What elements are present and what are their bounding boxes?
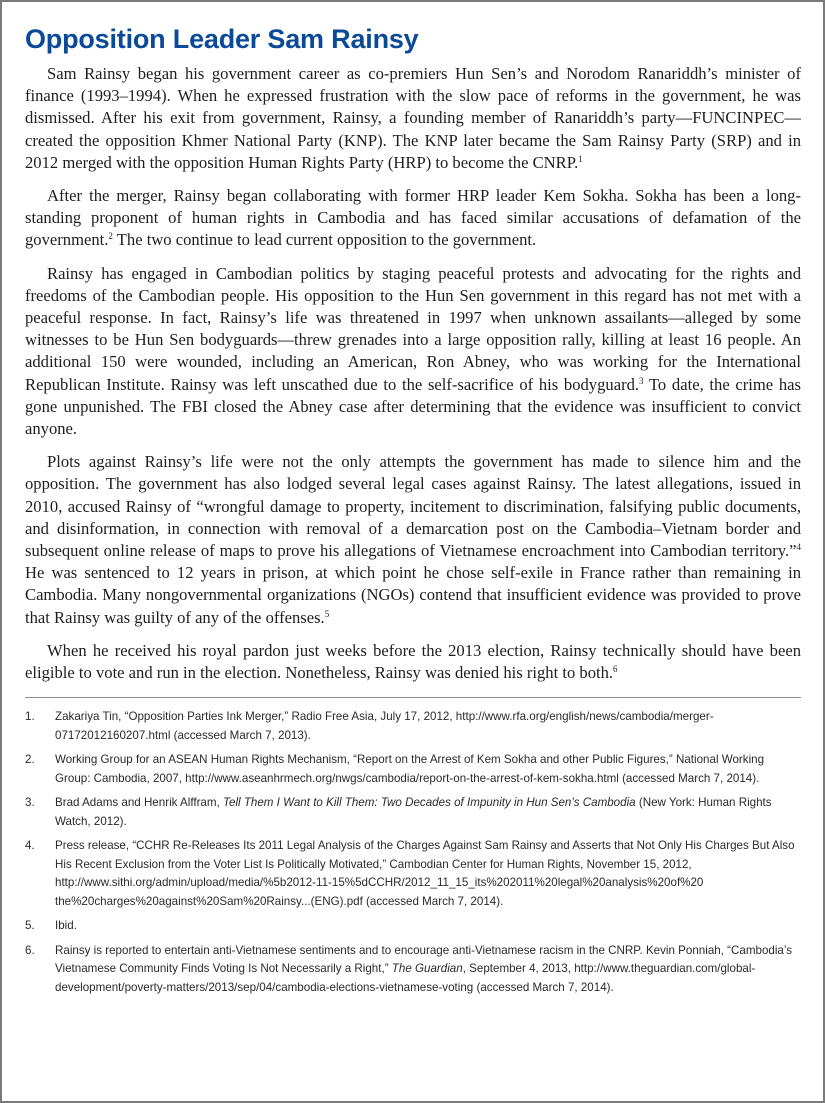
footnote-text: Press release, “CCHR Re-Releases Its 2011 Legal Analysis of the Charges Against Sam Rainsy and Asserts that Not Only His Charges But Also His Recent Exclusion from the Voter List Is Politically Motivated,” Cambodian Center for Human Rights, November 15, 2012, http://www.sithi.org/admin/upload/media/%5b2012-11-15%5dCCHR/2012_11_15_its%202011%20legal%20analysis%20of%20 the%20charges%20against%20Sam%20Rainsy...(ENG).pdf (accessed March 7, 2014). [55, 839, 795, 908]
footnote-text: Zakariya Tin, “Opposition Parties Ink Merger,” Radio Free Asia, July 17, 2012, http://www.rfa.org/english/news/cambodia/merger-07172012160207.html (accessed March 7, 2013). [55, 710, 714, 742]
footnote-2 [25, 751, 801, 788]
paragraph-text: Plots against Rainsy’s life were not the only attempts the government has made to silence him and the opposition. The government has also lodged several legal cases against Rainsy. The latest allegations, issued in 2010, accused Rainsy of “wrongful damage to property, incitement to discrimination, falsifying public documents, and disinformation, in connection with removal of a demarcation post on the Cambodia–Vietnam border and subsequent online release of maps to prove his allegations of Vietnamese encroachment into Cambodian territory.” [25, 452, 801, 561]
paragraph-3 [25, 263, 801, 441]
footnote-text: Ibid. [55, 919, 77, 933]
footnote-number: 4. [25, 839, 35, 853]
footnote-number: 2. [25, 753, 35, 767]
paragraph-text: Sam Rainsy began his government career as co-premiers Hun Sen’s and Norodom Ranariddh’s minister of finance (1993–1994). When he expressed frustration with the slow pace of reforms in the government, he was dismissed. After his exit from government, Rainsy, a founding member of Ranariddh’s party—FUNCINPEC—created the opposition Khmer National Party (KNP). The KNP later became the Sam Rainsy Party (SRP) and in 2012 merged with the opposition Human Rights Party (HRP) to become the CNRP. [25, 64, 801, 172]
footnote-number: 1. [25, 710, 35, 724]
paragraph-text: When he received his royal pardon just weeks before the 2013 election, Rainsy technically should have been eligible to vote and run in the election. Nonetheless, Rainsy was denied his right to both. [25, 640, 801, 683]
paragraph-text-continued: To date, the crime has gone unpunished. The FBI closed the Abney case after determining that the evidence was insufficient to convict anyone. [25, 374, 801, 439]
footnote-number: 5. [25, 919, 35, 933]
footnote-ref: 5 [324, 608, 330, 619]
footnote-publication: The Guardian [391, 962, 463, 976]
footnote-1 [25, 708, 801, 745]
footnote-5 [25, 917, 801, 936]
footnote-6 [25, 942, 801, 998]
footnote-ref: 6 [613, 664, 618, 675]
footnote-publisher: (New York: Human Rights Watch, 2012). [55, 796, 772, 828]
footnote-number: 3. [25, 796, 35, 810]
footnote-ref: 4 [796, 542, 801, 553]
section-title: Opposition Leader Sam Rainsy [25, 24, 419, 54]
paragraph-2 [25, 185, 801, 252]
footnote-ref: 2 [108, 231, 113, 242]
footnote-4 [25, 837, 801, 911]
footnote-text [55, 794, 801, 831]
footnote-text: Working Group for an ASEAN Human Rights Mechanism, “Report on the Arrest of Kem Sokha and other Public Figures,” National Working Group: Cambodia, 2007, http://www.aseanhrmech.org/nwgs/cambodia/report-on-the-arrest-of-kem-sokha.html (accessed March 7, 2014). [55, 753, 765, 785]
paragraph-text: Rainsy has engaged in Cambodian politics by staging peaceful protests and advocating for the rights and freedoms of the Cambodian people. His opposition to the Hun Sen government in this regard has not met with a peaceful response. In fact, Rainsy’s life was threatened in 1997 when unknown assailants—alleged by some witnesses to be Hun Sen bodyguards—threw grenades into a large opposition rally, killing at least 16 people. An additional 150 were wounded, including an American, Ron Abney, who was working for the International Republican Institute. Rainsy was left unscathed due to the self-sacrifice of his bodyguard. [25, 263, 801, 394]
paragraph-text: After the merger, Rainsy began collaborating with former HRP leader Kem Sokha. Sokha has been a long-standing proponent of human rights in Cambodia and has faced similar accusations of defamation of the government. [25, 186, 801, 250]
paragraph-text-continued: He was sentenced to 12 years in prison, at which point he chose self-exile in France rather than remaining in Cambodia. Many nongovernmental organizations (NGOs) contend that insufficient evidence was provided to prove that Rainsy was guilty of any of the offenses. [25, 563, 801, 627]
footnote-ref: 3 [639, 375, 644, 386]
footnote-text [55, 942, 801, 998]
footnote-authors: Brad Adams and Henrik Alffram, [55, 796, 223, 810]
footnote-text-before: Rainsy is reported to entertain anti-Vietnamese sentiments and to encourage anti-Vietnamese racism in the CNRP. Kevin Ponniah, “Cambodia’s Vietnamese Community Finds Voting Is Not Necessarily a Right,” [55, 943, 793, 976]
footnote-ref: 1 [578, 153, 583, 164]
footnotes-list [25, 708, 801, 997]
paragraph-4 [25, 451, 801, 629]
paragraph-1 [25, 63, 801, 174]
footnote-number: 6. [25, 943, 35, 957]
paragraph-5 [25, 640, 801, 684]
footnote-3 [25, 794, 801, 831]
paragraph-text-continued: The two continue to lead current opposition to the government. [112, 230, 537, 250]
footnote-book-title: Tell Them I Want to Kill Them: Two Decades of Impunity in Hun Sen’s Cambodia [222, 796, 636, 810]
footnote-text-after: , September 4, 2013, http://www.theguardian.com/global-development/poverty-matters/2013/sep/04/cambodia-elections-vietnamese-voting (accessed March 7, 2014). [55, 962, 756, 994]
footnote-divider [25, 697, 801, 698]
